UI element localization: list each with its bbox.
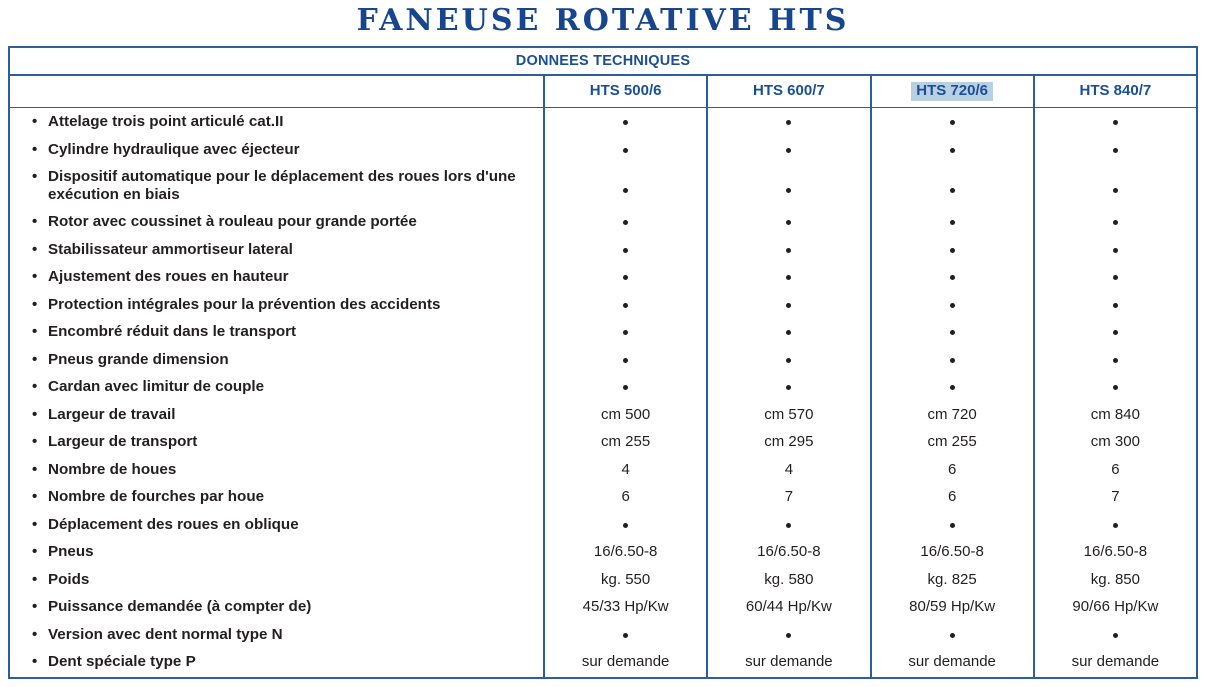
cell-value: 4 <box>621 460 630 478</box>
page-title: FANEUSE ROTATIVE HTS <box>356 3 850 38</box>
cell-value: 16/6.50-8 <box>757 543 821 560</box>
table-cell <box>708 433 869 461</box>
table-cell <box>708 378 869 406</box>
table-cell <box>872 406 1033 434</box>
check-dot-icon <box>950 148 955 153</box>
check-dot-icon <box>1113 385 1118 390</box>
table-cell <box>1035 213 1196 241</box>
table-cell <box>872 213 1033 241</box>
table-row <box>10 296 543 324</box>
bullet-icon: • <box>32 460 38 478</box>
table-row <box>10 141 543 169</box>
check-dot-icon <box>950 385 955 390</box>
feature-label: Dent spéciale type P <box>48 653 196 670</box>
cell-value: 6 <box>947 460 957 478</box>
table-cell <box>872 543 1033 571</box>
model-header-1 <box>708 76 869 108</box>
bullet-icon: • <box>32 433 38 450</box>
cell-value: 6 <box>1111 460 1120 478</box>
check-dot-icon <box>950 275 955 280</box>
table-row <box>10 626 543 654</box>
bullet-icon: • <box>32 405 38 423</box>
bullet-icon: • <box>32 240 38 258</box>
cell-value: 7 <box>784 488 794 505</box>
table-row <box>10 168 543 213</box>
bullet-icon: • <box>32 488 38 505</box>
check-dot-icon <box>623 633 628 638</box>
table-cell <box>708 168 869 213</box>
table-cell <box>545 351 706 379</box>
cell-value: 6 <box>947 488 957 505</box>
table-cell <box>708 571 869 599</box>
table-cell <box>708 268 869 296</box>
table-cell <box>1035 543 1196 571</box>
table-cell <box>545 168 706 213</box>
check-dot-icon <box>786 523 791 528</box>
table-cell <box>708 351 869 379</box>
bullet-icon: • <box>32 323 38 340</box>
cell-value: cm 255 <box>601 433 651 450</box>
table-cell <box>708 543 869 571</box>
table-row <box>10 516 543 544</box>
cell-value: 7 <box>1111 488 1120 505</box>
check-dot-icon <box>623 523 628 528</box>
cell-value: sur demande <box>908 653 996 670</box>
table-cell <box>872 653 1033 681</box>
feature-label: Dispositif automatique pour le déplacement des roues lors d'une exécution en biais <box>48 168 516 203</box>
table-cell <box>872 241 1033 269</box>
feature-label: Largeur de travail <box>48 405 176 423</box>
check-dot-icon <box>786 275 791 280</box>
cell-value: kg. 850 <box>1090 570 1140 588</box>
table-cell <box>545 213 706 241</box>
table-cell <box>1035 141 1196 169</box>
table-cell <box>872 323 1033 351</box>
check-dot-icon <box>623 303 628 308</box>
table-row <box>10 488 543 516</box>
check-dot-icon <box>1113 523 1118 528</box>
table-cell <box>708 598 869 626</box>
feature-label: Pneus <box>48 543 94 560</box>
table-band-header: DONNEES TECHNIQUES <box>10 48 1196 76</box>
table-row <box>10 598 543 626</box>
table-row <box>10 213 543 241</box>
bullet-icon: • <box>32 168 38 185</box>
cell-value: 6 <box>621 488 630 505</box>
table-cell <box>1035 378 1196 406</box>
check-dot-icon <box>786 330 791 335</box>
table-cell <box>708 516 869 544</box>
table-cell <box>708 213 869 241</box>
table-cell <box>872 351 1033 379</box>
feature-label: Encombré réduit dans le transport <box>48 323 297 340</box>
model-value-list-2 <box>872 108 1033 681</box>
cell-value: cm 300 <box>1090 433 1140 450</box>
bullet-icon: • <box>32 598 38 615</box>
feature-label: Protection intégrales pour la prévention des accidents <box>48 295 441 313</box>
check-dot-icon <box>1113 330 1118 335</box>
table-cell <box>872 168 1033 213</box>
table-cell <box>708 488 869 516</box>
table-row <box>10 268 543 296</box>
bullet-icon: • <box>32 113 38 130</box>
feature-label: Rotor avec coussinet à rouleau pour grande portée <box>48 213 417 230</box>
table-cell <box>708 626 869 654</box>
bullet-icon: • <box>32 295 38 313</box>
feature-label: Stabilissateur ammortiseur lateral <box>48 240 293 258</box>
table-cell <box>1035 488 1196 516</box>
feature-label: Attelage trois point articulé cat.II <box>48 113 284 130</box>
bullet-icon: • <box>32 140 38 158</box>
check-dot-icon <box>786 188 791 193</box>
check-dot-icon <box>1113 188 1118 193</box>
check-dot-icon <box>623 275 628 280</box>
check-dot-icon <box>623 220 628 225</box>
cell-value: 80/59 Hp/Kw <box>909 598 996 615</box>
feature-label: Nombre de houes <box>48 460 177 478</box>
table-row <box>10 543 543 571</box>
check-dot-icon <box>1113 120 1118 125</box>
model-header-label-0: HTS 500/6 <box>589 82 662 100</box>
cell-value: cm 840 <box>1090 405 1140 423</box>
table-cell <box>545 323 706 351</box>
check-dot-icon <box>786 148 791 153</box>
check-dot-icon <box>786 220 791 225</box>
table-cell <box>545 626 706 654</box>
model-value-list-3 <box>1035 108 1196 681</box>
table-cell <box>872 461 1033 489</box>
table-cell <box>545 113 706 141</box>
table-cell <box>872 433 1033 461</box>
table-cell <box>872 626 1033 654</box>
model-value-list-0 <box>545 108 706 681</box>
table-row <box>10 653 543 681</box>
table-cell <box>1035 268 1196 296</box>
feature-label: Cardan avec limitur de couple <box>48 378 265 395</box>
table-cell <box>545 598 706 626</box>
feature-label: Nombre de fourches par houe <box>48 488 265 505</box>
model-header-label-3: HTS 840/7 <box>1079 82 1152 100</box>
check-dot-icon <box>623 148 628 153</box>
table-cell <box>872 268 1033 296</box>
check-dot-icon <box>950 633 955 638</box>
check-dot-icon <box>623 358 628 363</box>
cell-value: sur demande <box>745 653 833 670</box>
table-cell <box>872 113 1033 141</box>
table-cell <box>708 653 869 681</box>
table-cell <box>1035 168 1196 213</box>
check-dot-icon <box>786 358 791 363</box>
bullet-icon: • <box>32 350 38 368</box>
bullet-icon: • <box>32 653 38 670</box>
cell-value: kg. 550 <box>601 570 651 588</box>
bullet-icon: • <box>32 213 38 230</box>
model-column-3 <box>1033 76 1196 677</box>
table-cell <box>545 433 706 461</box>
model-header-0 <box>545 76 706 108</box>
table-cell <box>1035 571 1196 599</box>
table-row <box>10 406 543 434</box>
check-dot-icon <box>950 120 955 125</box>
cell-value: sur demande <box>1071 653 1160 670</box>
table-cell <box>1035 653 1196 681</box>
table-cell <box>872 378 1033 406</box>
table-cell <box>708 323 869 351</box>
feature-label: Puissance demandée (à compter de) <box>48 598 312 615</box>
cell-value: 45/33 Hp/Kw <box>582 598 669 615</box>
check-dot-icon <box>950 303 955 308</box>
check-dot-icon <box>786 385 791 390</box>
check-dot-icon <box>1113 148 1118 153</box>
model-header-label-1: HTS 600/7 <box>753 82 825 100</box>
feature-label: Déplacement des roues en oblique <box>48 515 299 533</box>
table-cell <box>872 516 1033 544</box>
check-dot-icon <box>623 330 628 335</box>
table-cell <box>1035 241 1196 269</box>
table-cell <box>872 488 1033 516</box>
table-cell <box>708 141 869 169</box>
check-dot-icon <box>950 220 955 225</box>
table-cell <box>545 488 706 516</box>
feature-label: Cylindre hydraulique avec éjecteur <box>48 140 300 158</box>
table-cell <box>545 296 706 324</box>
check-dot-icon <box>1113 358 1118 363</box>
table-cell <box>545 268 706 296</box>
check-dot-icon <box>623 385 628 390</box>
bullet-icon: • <box>32 268 38 285</box>
bullet-icon: • <box>32 378 38 395</box>
check-dot-icon <box>786 248 791 253</box>
table-row <box>10 378 543 406</box>
table-cell <box>1035 323 1196 351</box>
table-cell <box>545 543 706 571</box>
bullet-icon: • <box>32 543 38 560</box>
cell-value: 16/6.50-8 <box>920 543 984 560</box>
cell-value: 16/6.50-8 <box>593 543 658 560</box>
table-cell <box>1035 296 1196 324</box>
table-row <box>10 351 543 379</box>
table-row <box>10 241 543 269</box>
check-dot-icon <box>623 188 628 193</box>
check-dot-icon <box>1113 633 1118 638</box>
table-cell <box>1035 626 1196 654</box>
cell-value: cm 500 <box>601 405 651 423</box>
check-dot-icon <box>786 303 791 308</box>
feature-label: Version avec dent normal type N <box>48 625 283 643</box>
table-row <box>10 461 543 489</box>
cell-value: cm 570 <box>764 405 814 423</box>
table-cell <box>708 296 869 324</box>
table-cell <box>708 241 869 269</box>
table-cell <box>1035 113 1196 141</box>
cell-value: kg. 825 <box>927 570 977 588</box>
table-cell <box>545 461 706 489</box>
model-column-1 <box>706 76 869 677</box>
table-cell <box>1035 598 1196 626</box>
check-dot-icon <box>623 120 628 125</box>
check-dot-icon <box>950 523 955 528</box>
table-cell <box>545 241 706 269</box>
model-column-2 <box>870 76 1033 677</box>
bullet-icon: • <box>32 625 38 643</box>
table-cell <box>708 406 869 434</box>
cell-value: sur demande <box>581 653 670 670</box>
table-cell <box>872 141 1033 169</box>
check-dot-icon <box>1113 303 1118 308</box>
check-dot-icon <box>1113 220 1118 225</box>
cell-value: cm 255 <box>927 433 977 450</box>
table-cell <box>872 598 1033 626</box>
table-cell <box>1035 516 1196 544</box>
table-cell <box>1035 351 1196 379</box>
model-header-label-2: HTS 720/6 <box>911 82 993 101</box>
cell-value: kg. 580 <box>764 570 814 588</box>
feature-label: Poids <box>48 570 90 588</box>
table-cell <box>708 113 869 141</box>
table-cell <box>1035 433 1196 461</box>
table-cell <box>1035 461 1196 489</box>
table-row <box>10 571 543 599</box>
bullet-icon: • <box>32 515 38 533</box>
cell-value: 60/44 Hp/Kw <box>745 598 832 615</box>
table-grid <box>10 76 1196 677</box>
cell-value: 4 <box>784 460 794 478</box>
cell-value: cm 720 <box>927 405 977 423</box>
table-cell <box>545 378 706 406</box>
table-row <box>10 323 543 351</box>
table-cell <box>545 516 706 544</box>
bullet-icon: • <box>32 570 38 588</box>
check-dot-icon <box>950 188 955 193</box>
feature-label: Ajustement des roues en hauteur <box>48 268 289 285</box>
check-dot-icon <box>786 120 791 125</box>
table-cell <box>1035 406 1196 434</box>
check-dot-icon <box>1113 248 1118 253</box>
check-dot-icon <box>1113 275 1118 280</box>
cell-value: cm 295 <box>764 433 814 450</box>
feature-label-list <box>10 108 543 681</box>
table-row <box>10 433 543 461</box>
feature-label: Pneus grande dimension <box>48 350 229 368</box>
model-header-3 <box>1035 76 1196 108</box>
check-dot-icon <box>950 330 955 335</box>
table-cell <box>545 406 706 434</box>
feature-label: Largeur de transport <box>48 433 198 450</box>
check-dot-icon <box>623 248 628 253</box>
check-dot-icon <box>950 248 955 253</box>
table-cell <box>708 461 869 489</box>
table-cell <box>545 141 706 169</box>
feature-label-column <box>10 76 543 677</box>
check-dot-icon <box>950 358 955 363</box>
table-cell <box>545 653 706 681</box>
technical-data-table <box>8 46 1198 679</box>
table-cell <box>872 296 1033 324</box>
table-row <box>10 113 543 141</box>
model-header-2 <box>872 76 1033 108</box>
cell-value: 16/6.50-8 <box>1083 543 1148 560</box>
model-column-0 <box>543 76 706 677</box>
label-column-header-spacer <box>10 76 543 108</box>
table-cell <box>872 571 1033 599</box>
model-value-list-1 <box>708 108 869 681</box>
cell-value: 90/66 Hp/Kw <box>1072 598 1159 615</box>
table-cell <box>545 571 706 599</box>
check-dot-icon <box>786 633 791 638</box>
